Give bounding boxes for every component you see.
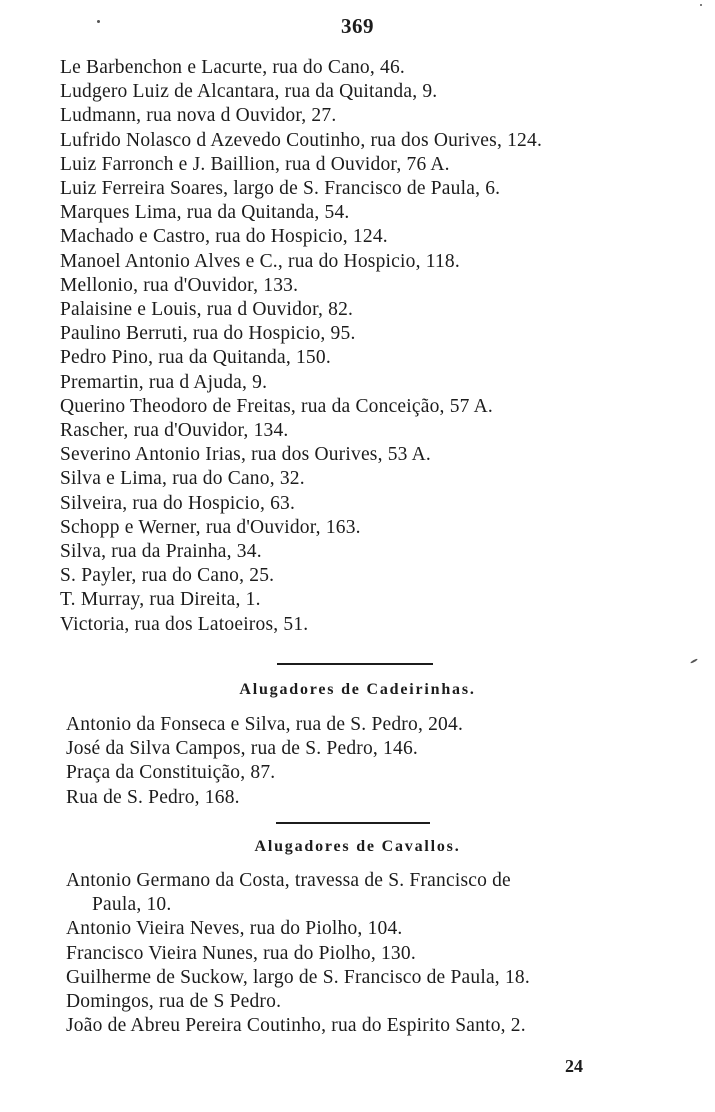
list-item: Lufrido Nolasco d Azevedo Coutinho, rua dos Ourives, 124. xyxy=(60,129,543,151)
section-divider xyxy=(277,663,433,665)
list-item: Premartin, rua d Ajuda, 9. xyxy=(60,371,268,393)
list-item: Francisco Vieira Nunes, rua do Piolho, 130. xyxy=(66,942,416,964)
list-item: T. Murray, rua Direita, 1. xyxy=(60,589,261,611)
signature-mark: 24 xyxy=(565,1056,583,1076)
list-item: Paulino Berruti, rua do Hospicio, 95. xyxy=(60,323,356,345)
list-item: Domingos, rua de S Pedro. xyxy=(66,991,282,1013)
list-item: Ludmann, rua nova d Ouvidor, 27. xyxy=(60,105,337,127)
list-item: Le Barbenchon e Lacurte, rua do Cano, 46. xyxy=(60,57,405,78)
list-item: Schopp e Werner, rua d'Ouvidor, 163. xyxy=(60,516,361,538)
page-number: 369 xyxy=(341,14,374,38)
list-item: Praça da Constituição, 87. xyxy=(66,762,276,784)
list-item: Luiz Ferreira Soares, largo de S. Francisco de Paula, 6. xyxy=(60,178,501,200)
list-item: João de Abreu Pereira Coutinho, rua do Espirito Santo, 2. xyxy=(66,1015,526,1037)
list-item: Rascher, rua d'Ouvidor, 134. xyxy=(60,420,289,442)
list-item: Pedro Pino, rua da Quitanda, 150. xyxy=(60,347,331,369)
list-item: Severino Antonio Irias, rua dos Ourives, 53 A. xyxy=(60,444,431,466)
section-divider xyxy=(276,822,430,824)
list-item: Antonio Germano da Costa, travessa de S. Francisco de xyxy=(66,870,511,891)
list-item: Marques Lima, rua da Quitanda, 54. xyxy=(60,202,350,224)
list-item: Luiz Farronch e J. Baillion, rua d Ouvidor, 76 A. xyxy=(60,153,450,175)
cavallos-list xyxy=(66,869,686,1038)
list-item: Guilherme de Suckow, largo de S. Francisco de Paula, 18. xyxy=(66,966,530,988)
list-item: Ludgero Luiz de Alcantara, rua da Quitanda, 9. xyxy=(60,81,438,103)
list-item: Palaisine e Louis, rua d Ouvidor, 82. xyxy=(60,299,354,321)
list-item: Manoel Antonio Alves e C., rua do Hospicio, 118. xyxy=(60,250,460,272)
print-speck xyxy=(97,20,100,23)
section-heading-cadeirinhas: Alugadores de Cadeirinhas. xyxy=(239,681,476,698)
print-speck xyxy=(700,4,702,6)
list-item: Silva e Lima, rua do Cano, 32. xyxy=(60,468,305,490)
merchant-directory-list xyxy=(60,56,680,637)
list-item: Antonio da Fonseca e Silva, rua de S. Pedro, 204. xyxy=(66,714,464,735)
cadeirinhas-list xyxy=(66,713,686,810)
list-item: Rua de S. Pedro, 168. xyxy=(66,786,240,808)
list-item: Machado e Castro, rua do Hospicio, 124. xyxy=(60,226,388,248)
list-item: José da Silva Campos, rua de S. Pedro, 146. xyxy=(66,738,418,760)
list-item: Silveira, rua do Hospicio, 63. xyxy=(60,492,296,514)
list-item: Mellonio, rua d'Ouvidor, 133. xyxy=(60,274,299,296)
print-speck xyxy=(690,658,698,664)
section-heading-cavallos: Alugadores de Cavallos. xyxy=(254,838,461,855)
list-item: Silva, rua da Prainha, 34. xyxy=(60,541,262,563)
list-item: S. Payler, rua do Cano, 25. xyxy=(60,565,275,587)
list-item: Querino Theodoro de Freitas, rua da Conceição, 57 A. xyxy=(60,395,493,417)
list-item-continuation: Paula, 10. xyxy=(92,894,172,916)
list-item: Antonio Vieira Neves, rua do Piolho, 104. xyxy=(66,918,403,940)
list-item: Victoria, rua dos Latoeiros, 51. xyxy=(60,613,309,635)
